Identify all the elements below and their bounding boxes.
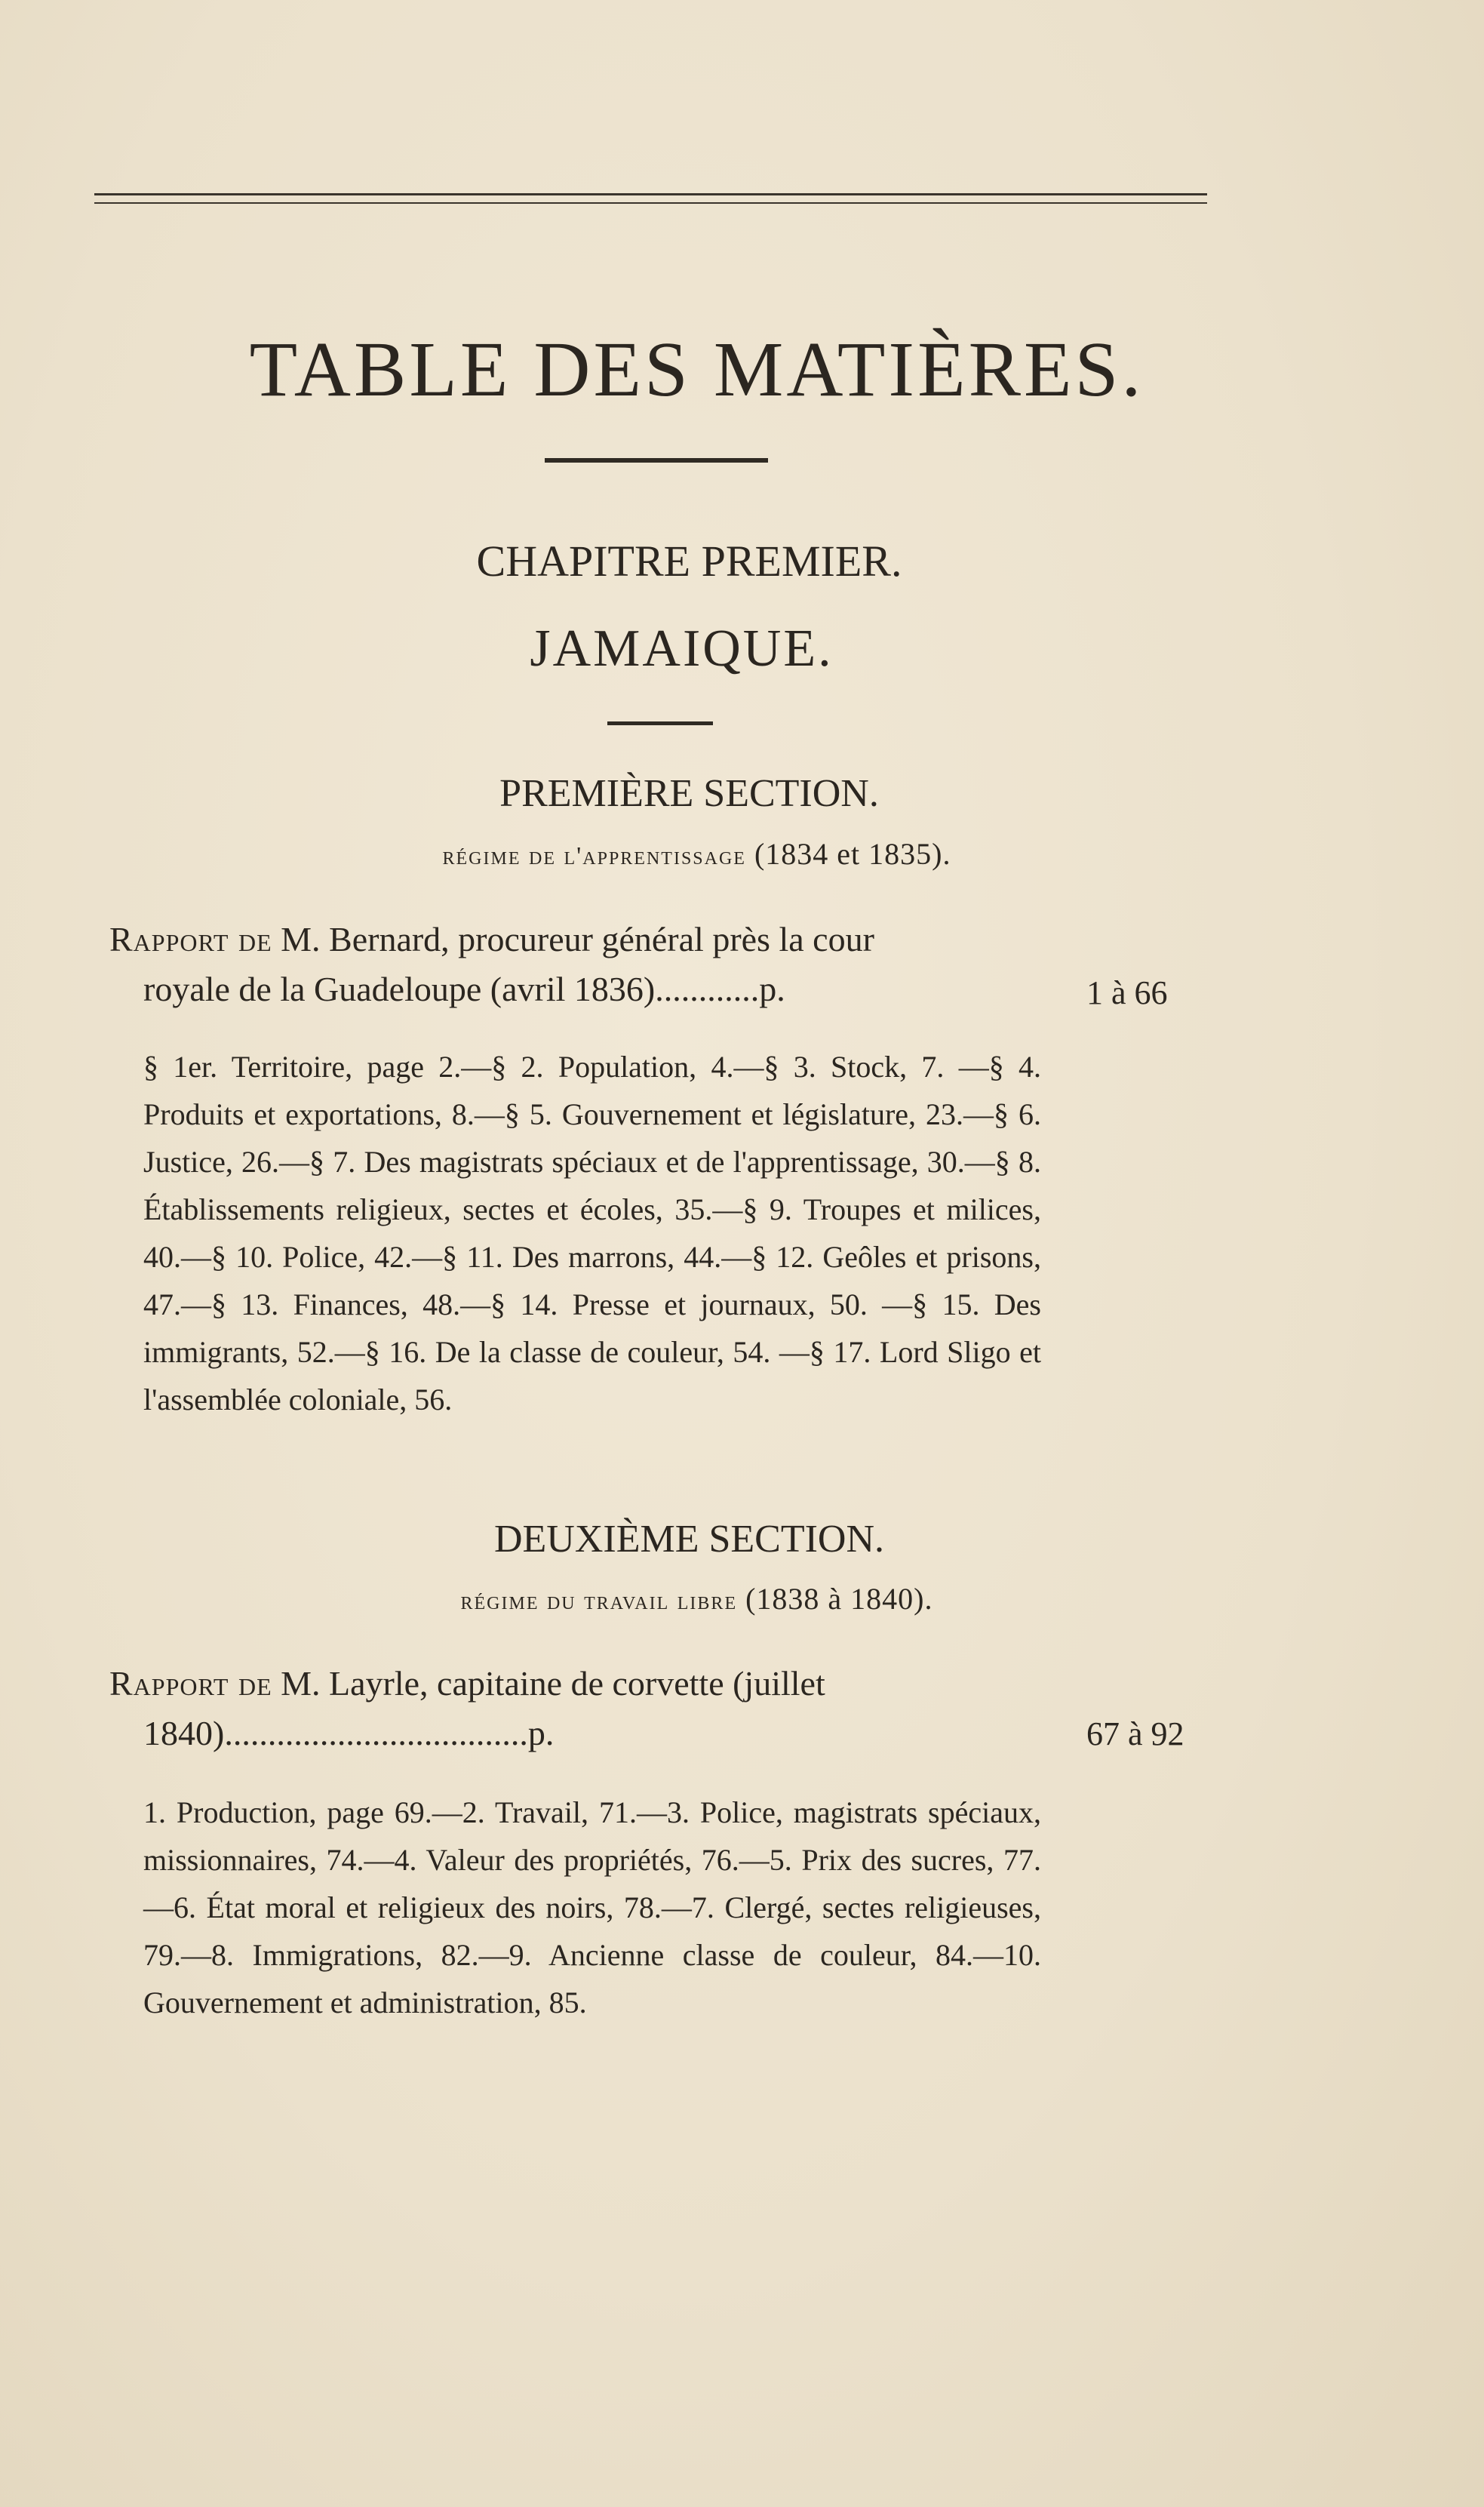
report-line2-2: 1840)...................................p. bbox=[143, 1714, 555, 1752]
report-line2-1: royale de la Guadeloupe (avril 1836)............p. bbox=[143, 970, 785, 1008]
section-subtitle-regime-1: régime de l'apprentissage bbox=[442, 842, 746, 870]
region-rule bbox=[607, 721, 713, 725]
page-range-2: 67 à 92 bbox=[1086, 1715, 1184, 1752]
chapter-heading: CHAPITRE PREMIER. bbox=[476, 537, 902, 586]
title-rule bbox=[545, 458, 768, 463]
section-summary-2: 1. Production, page 69.—2. Travail, 71.—3. Police, magistrats spéciaux, missionnaires, 74.—4. Valeur des propriétés, 76.—5. Prix des sucres, 77.—6. État moral et religieux des noirs, 78.—7. Clergé, sectes religieuses, 79.—8. Immigrations, 82.—9. Ancienne classe de couleur, 84.—10. Gouvernement et administration, 85. bbox=[143, 1795, 1041, 2019]
report-label-2: Rapport de bbox=[109, 1664, 272, 1703]
report-entry-2 bbox=[109, 1659, 1241, 1758]
report-entry-1 bbox=[109, 915, 1241, 1014]
page-title: TABLE DES MATIÈRES. bbox=[249, 326, 1144, 413]
section-subtitle-2 bbox=[0, 1581, 1439, 1616]
report-line1-1: M. Bernard, procureur général près la cour bbox=[281, 920, 874, 958]
section-subtitle-years-2: (1838 à 1840). bbox=[745, 1582, 933, 1616]
section-summary-1: § 1er. Territoire, page 2.—§ 2. Population, 4.—§ 3. Stock, 7. —§ 4. Produits et exportations, 8.—§ 5. Gouvernement et législature, 23.—§ 6. Justice, 26.—§ 7. Des magistrats spéciaux et de l'apprentissage, 30.—§ 8. Établissements religieux, sectes et écoles, 35.—§ 9. Troupes et milices, 40.—§ 10. Police, 42.—§ 11. Des marrons, 44.—§ 12. Geôles et prisons, 47.—§ 13. Finances, 48.—§ 14. Presse et journaux, 50. —§ 15. Des immigrants, 52.—§ 16. De la classe de couleur, 54. —§ 17. Lord Sligo et l'assemblée coloniale, 56. bbox=[143, 1050, 1041, 1417]
report-label-1: Rapport de bbox=[109, 920, 272, 958]
report-line1-2: M. Layrle, capitaine de corvette (juillet bbox=[281, 1664, 825, 1703]
page-range-1: 1 à 66 bbox=[1086, 974, 1168, 1011]
section-heading-2: DEUXIÈME SECTION. bbox=[493, 1518, 885, 1561]
section-heading-1: PREMIÈRE SECTION. bbox=[499, 772, 879, 815]
top-double-rule bbox=[94, 193, 1207, 204]
section-subtitle-years-1: (1834 et 1835). bbox=[754, 837, 951, 871]
section-subtitle-regime-2: régime du travail libre bbox=[460, 1587, 738, 1615]
section-subtitle-1 bbox=[0, 836, 1439, 872]
region-heading: JAMAIQUE. bbox=[530, 620, 834, 678]
